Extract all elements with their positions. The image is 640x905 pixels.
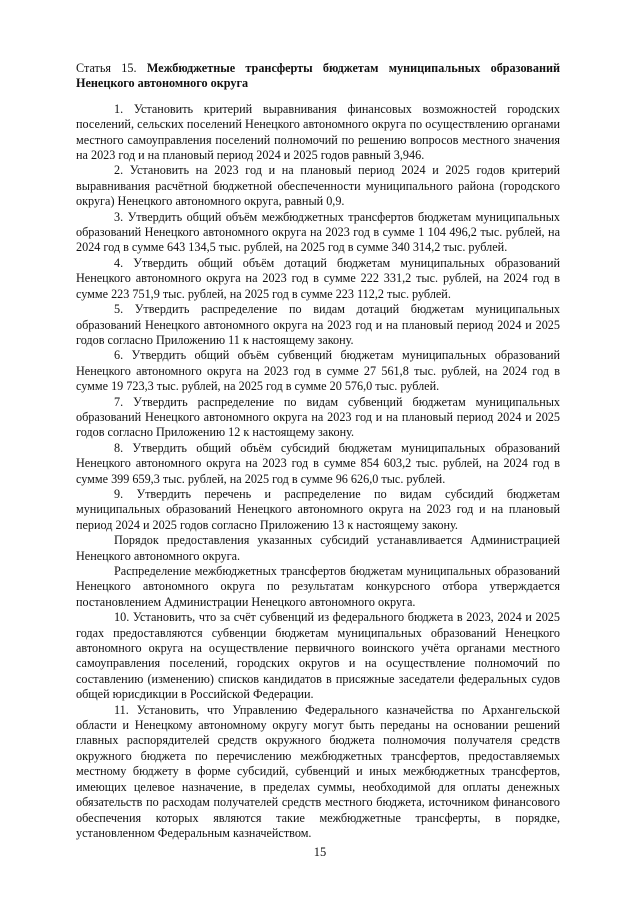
paragraph-8: 8. Утвердить общий объём субсидий бюджетам муниципальных образований Ненецкого автономного округа на 2023 год в сумме 854 603,2 тыс. рублей, на 2024 год в сумме 399 659,3 тыс. рублей, на 2025 год в сумме 96 626,0 тыс. рублей.: [76, 440, 560, 486]
paragraph-transfer-distribution: Распределение межбюджетных трансфертов бюджетам муниципальных образований Ненецкого автономного округа по результатам конкурсного отбора утверждается постановлением Администрации Ненецкого автономного округа.: [76, 564, 560, 609]
paragraph-subsidy-order: Порядок предоставления указанных субсидий устанавливается Администрацией Ненецкого автономного округа.: [76, 533, 560, 563]
paragraph-11: 11. Установить, что Управлению Федерального казначейства по Архангельской области и Ненецкому автономному округу могут быть переданы на основании решений главных распорядителей средств окружного бюджета полномочия получателя средств окружного бюджета по перечислению межбюджетных трансфертов, предоставляемых местному бюджету в форме субсидий, субвенций и иных межбюджетных трансфертов, имеющих целевое назначение, в пределах суммы, необходимой для оплаты денежных обязательств по расходам получателей средств местного бюджета, источником финансового обеспечения которых являются такие межбюджетные трансферты, в порядке, установленном Федеральным казначейством.: [76, 702, 560, 840]
paragraph-7: 7. Утвердить распределение по видам субвенций бюджетам муниципальных образований Ненецкого автономного округа на 2023 год и на плановый период 2024 и 2025 годов согласно Приложению 12 к настоящему закону.: [76, 394, 560, 440]
paragraph-2: 2. Установить на 2023 год и на плановый период 2024 и 2025 годов критерий выравнивания расчётной бюджетной обеспеченности муниципального района (городского округа) Ненецкого автономного округа, равный 0,9.: [76, 163, 560, 209]
article-title: Межбюджетные трансферты бюджетам муниципальных образований Ненецкого автономного округа: [76, 61, 561, 91]
paragraph-3: 3. Утвердить общий объём межбюджетных трансфертов бюджетам муниципальных образований Ненецкого автономного округа на 2023 год в сумме 1 104 496,2 тыс. рублей, на 2024 год в сумме 643 134,5 тыс. рублей, на 2025 год в сумме 340 314,2 тыс. рублей.: [76, 209, 560, 255]
document-body: [76, 61, 560, 841]
page-number: 15: [313, 845, 327, 859]
article-label: Статья 15.: [76, 61, 137, 75]
paragraph-4: 4. Утвердить общий объём дотаций бюджетам муниципальных образований Ненецкого автономного округа на 2023 год в сумме 222 331,2 тыс. рублей, на 2024 год в сумме 223 751,9 тыс. рублей, на 2025 год в сумме 223 112,2 тыс. рублей.: [76, 255, 560, 301]
paragraph-9: 9. Утвердить перечень и распределение по видам субсидий бюджетам муниципальных образований Ненецкого автономного округа на 2023 год и на плановый период 2024 и 2025 годов согласно Приложению 13 к настоящему закону.: [76, 486, 560, 532]
paragraph-1: 1. Установить критерий выравнивания финансовых возможностей городских поселений, сельских поселений Ненецкого автономного округа по осуществлению органами местного самоуправления поселений полномочий по решению вопросов местного значения на 2023 год и на плановый период 2024 и 2025 годов равный 3,946.: [76, 101, 560, 163]
paragraph-6: 6. Утвердить общий объём субвенций бюджетам муниципальных образований Ненецкого автономного округа на 2023 год в сумме 27 561,8 тыс. рублей, на 2024 год в сумме 19 723,3 тыс. рублей, на 2025 год в сумме 20 576,0 тыс. рублей.: [76, 348, 560, 394]
paragraph-10: 10. Установить, что за счёт субвенций из федерального бюджета в 2023, 2024 и 2025 годах предоставляются субвенции бюджетам муниципальных образований Ненецкого автономного округа на осуществление первичного воинского учёта органами местного самоуправления поселений, городских округов и на осуществление полномочий по составлению (изменению) списков кандидатов в присяжные заседатели федеральных судов общей юрисдикции в Российской Федерации.: [76, 610, 560, 702]
paragraph-5: 5. Утвердить распределение по видам дотаций бюджетам муниципальных образований Ненецкого автономного округа на 2023 год и на плановый период 2024 и 2025 годов согласно Приложению 11 к настоящему закону.: [76, 302, 560, 347]
paragraph-list: [76, 102, 560, 842]
article-heading: [76, 61, 560, 92]
